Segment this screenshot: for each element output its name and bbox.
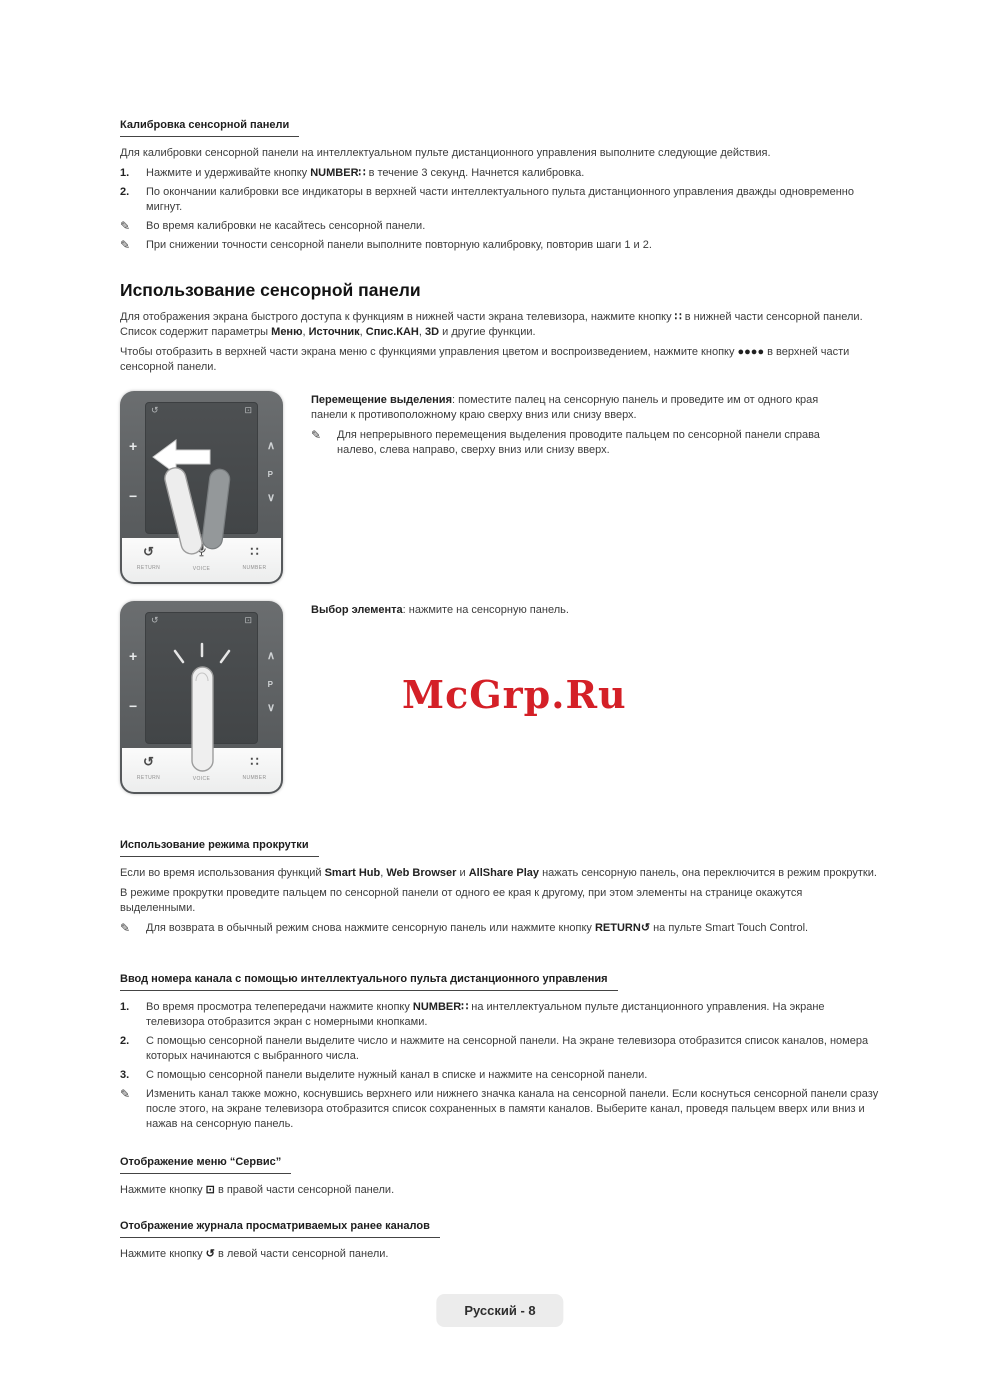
number-button: ∷ NUMBER <box>242 753 267 781</box>
channel-step-2 <box>120 1034 880 1064</box>
figure2-text <box>311 601 851 623</box>
section-heading-calibration: Калибровка сенсорной панели <box>120 118 299 137</box>
step-text: Во время просмотра телепередачи нажмите кнопку NUMBER∷ на интеллектуальном пульте дистанционного управления. На экране телевизора отобразится экран с номерными кнопками. <box>146 1001 825 1028</box>
section-heading-tools-menu: Отображение меню “Сервис” <box>120 1155 291 1174</box>
section-channel-entry <box>120 972 880 1132</box>
pencil-note-icon: ✎ <box>311 428 322 442</box>
return-button: ↺ RETURN <box>136 543 161 571</box>
return-icon: ↺ <box>143 543 154 559</box>
calibration-step-2 <box>120 185 880 215</box>
remote-illustration-tap <box>120 601 283 794</box>
history-icon: ↺ <box>151 615 159 625</box>
section-heading-scroll-mode: Использование режима прокрутки <box>120 838 319 857</box>
section-channel-history <box>120 1219 880 1262</box>
watermark: McGrp.Ru <box>402 672 627 717</box>
figure-move-highlight <box>120 391 880 584</box>
calibration-note-1 <box>120 219 880 234</box>
note-text: При снижении точности сенсорной панели выполните повторную калибровку, повторив шаги 1 и 2. <box>146 239 652 251</box>
left-arrow-icon <box>153 440 210 474</box>
scroll-paragraph-2: В режиме прокрутки проведите пальцем по сенсорной панели от одного ее края к другому, при этом элементы на странице окажутся выделенными. <box>120 887 803 914</box>
step-number: 3. <box>120 1069 130 1081</box>
step-text: С помощью сенсорной панели выделите нужный канал в списке и нажмите на сенсорной панели. <box>146 1069 648 1081</box>
figure1-text <box>311 391 851 462</box>
figure1-note <box>311 428 851 458</box>
step-text: По окончании калибровки все индикаторы в верхней части интеллектуального пульта дистанционного управления дважды одновременно мигнут. <box>146 186 854 213</box>
note-text: Для возврата в обычный режим снова нажмите сенсорную панель или нажмите кнопку RETURN↺ на пульте Smart Touch Control. <box>146 922 809 934</box>
step-number: 1. <box>120 1001 130 1013</box>
voice-button: VOICE <box>180 543 224 577</box>
volume-minus-label: − <box>129 488 138 504</box>
volume-minus-label: − <box>129 698 138 714</box>
pencil-note-icon: ✎ <box>120 921 131 935</box>
tools-icon: ⊡ <box>244 615 252 625</box>
step-text: Нажмите и удерживайте кнопку NUMBER∷ в течение 3 секунд. Начнется калибровка. <box>146 167 585 179</box>
number-button: ∷ NUMBER <box>242 543 267 571</box>
scroll-paragraph-1: Если во время использования функций Smart Hub, Web Browser и AllShare Play нажать сенсорную панель, она переключится в режим прокрутки. <box>120 867 877 879</box>
voice-button: VOICE <box>180 753 224 787</box>
step-number: 2. <box>120 1035 130 1047</box>
remote-illustration-swipe <box>120 391 283 584</box>
calibration-intro: Для калибровки сенсорной панели на интеллектуальном пульте дистанционного управления выполните следующие действия. <box>120 147 771 159</box>
tap-burst-icon <box>175 644 229 662</box>
section-scroll-mode <box>120 838 880 936</box>
tools-icon: ⊡ <box>244 405 252 415</box>
pencil-note-icon: ✎ <box>120 238 131 252</box>
history-icon: ↺ <box>151 405 159 415</box>
page-footer-label: Русский - 8 <box>436 1294 563 1327</box>
section-heading-channel-entry: Ввод номера канала с помощью интеллектуального пульта дистанционного управления <box>120 972 618 991</box>
main-heading-touchpad-usage: Использование сенсорной панели <box>120 280 421 300</box>
channel-p-label: P <box>267 470 273 479</box>
pencil-note-icon: ✎ <box>120 219 131 233</box>
return-icon: ↺ <box>143 753 154 769</box>
swipe-gesture-graphic <box>120 391 283 584</box>
pencil-note-icon: ✎ <box>120 1087 131 1101</box>
section-calibration <box>120 118 880 253</box>
channel-note <box>120 1087 880 1132</box>
channel-down-icon: ∨ <box>266 702 275 714</box>
figure1-caption: Перемещение выделения: поместите палец на сенсорную панель и проведите им от одного края панели к противоположному краю сверху вниз или снизу вверх. <box>311 394 819 421</box>
channel-up-icon: ∧ <box>266 650 275 662</box>
tools-paragraph: Нажмите кнопку ⊡ в правой части сенсорной панели. <box>120 1184 395 1196</box>
section-heading-channel-history: Отображение журнала просматриваемых ранее каналов <box>120 1219 440 1238</box>
calibration-note-2 <box>120 238 880 253</box>
volume-plus-label: + <box>129 438 138 454</box>
section-tools-menu <box>120 1155 880 1198</box>
channel-step-1 <box>120 1000 880 1030</box>
volume-plus-label: + <box>129 648 138 664</box>
note-text: Для непрерывного перемещения выделения проводите пальцем по сенсорной панели справа налево, слева направо, сверху вниз или снизу вверх. <box>337 429 820 456</box>
channel-p-label: P <box>267 680 273 689</box>
step-number: 2. <box>120 186 130 198</box>
channel-step-3 <box>120 1068 880 1083</box>
note-text: Во время калибровки не касайтесь сенсорной панели. <box>146 220 426 232</box>
calibration-step-1 <box>120 166 880 181</box>
step-number: 1. <box>120 167 130 179</box>
figure2-caption: Выбор элемента: нажмите на сенсорную панель. <box>311 604 569 616</box>
usage-paragraph-2: Чтобы отобразить в верхней части экрана меню с функциями управления цветом и воспроизведением, нажмите кнопку ●●●● в верхней части сенсорной панели. <box>120 346 850 373</box>
return-button: ↺ RETURN <box>136 753 161 781</box>
number-grid-icon: ∷ <box>250 753 259 769</box>
channel-down-icon: ∨ <box>266 492 275 504</box>
history-paragraph: Нажмите кнопку ↺ в левой части сенсорной панели. <box>120 1248 389 1260</box>
channel-up-icon: ∧ <box>266 440 275 452</box>
tap-gesture-graphic <box>120 601 283 794</box>
note-text: Изменить канал также можно, коснувшись верхнего или нижнего значка канала на сенсорной панели. Если коснуться сенсорной панели сразу после этого, на экране телевизора отобразится список сохраненных в памяти каналов. Выберите канал, проведя пальцем вверх или вниз и нажав на сенсорную панель. <box>146 1088 879 1130</box>
number-grid-icon: ∷ <box>250 543 259 559</box>
scroll-note <box>120 921 880 936</box>
usage-paragraph-1: Для отображения экрана быстрого доступа к функциям в нижней части экрана телевизора, нажмите кнопку ∷ в нижней части сенсорной панели. Список содержит параметры Меню, Источник, Спис.КАН, 3D и другие функции. <box>120 311 863 338</box>
step-text: С помощью сенсорной панели выделите число и нажмите на сенсорной панели. На экране телевизора отобразится список каналов, номера которых начинаются с выбранного числа. <box>146 1035 869 1062</box>
